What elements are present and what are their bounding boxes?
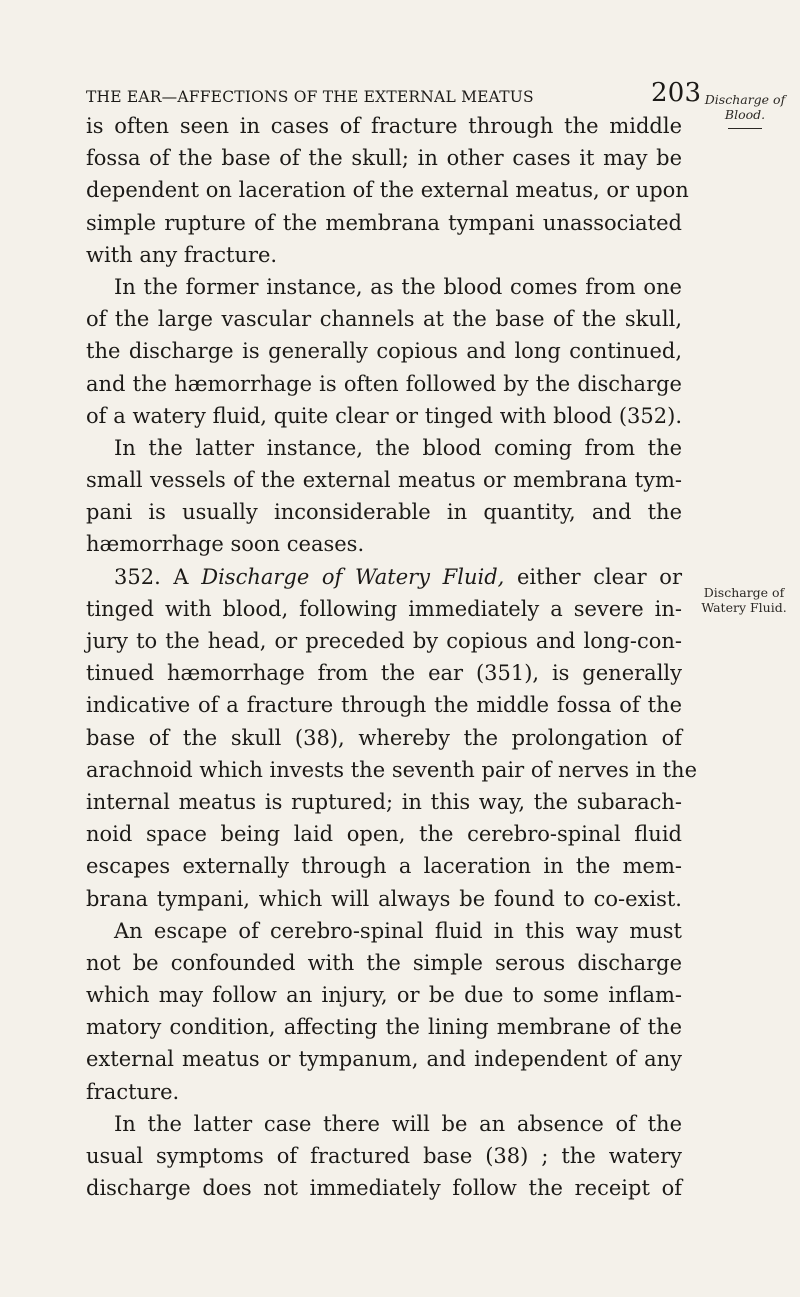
text-line: simple rupture of the membrana tympani unassociated — [86, 210, 682, 235]
page-number: 203 — [651, 78, 702, 108]
text-line: tinued hæmorrhage from the ear (351), is generally — [86, 661, 682, 686]
text-line: dependent on laceration of the external meatus, or upon — [86, 178, 689, 203]
margin-note-watery-line-2: Watery Fluid. — [701, 600, 787, 615]
text-line: of the large vascular channels at the base of the skull, — [86, 307, 682, 332]
text-line: pani is usually inconsiderable in quantity, and the — [86, 500, 682, 525]
text-line: not be confounded with the simple serous discharge — [86, 950, 682, 975]
text-line: An escape of cerebro-spinal fluid in this way must — [114, 918, 682, 943]
text-line: fossa of the base of the skull; in other cases it may be — [86, 146, 682, 171]
body-text — [86, 110, 697, 1204]
margin-note-blood-line-2: Blood. — [724, 107, 766, 122]
text-line: internal meatus is ruptured; in this way, the subarach- — [86, 789, 682, 814]
section-heading: Discharge of Watery Fluid, — [201, 564, 505, 589]
text-line: and the hæmorrhage is often followed by the discharge — [86, 371, 682, 396]
text-line: fracture. — [86, 1079, 180, 1104]
text-line: of a watery fluid, quite clear or tinged with blood (352). — [86, 403, 682, 428]
text-line: usual symptoms of fractured base (38) ; the watery — [86, 1144, 682, 1168]
text-line: noid space being laid open, the cerebro-spinal fluid — [86, 822, 682, 847]
margin-note-dash — [728, 128, 762, 129]
text-line: In the latter case there will be an absence of the — [114, 1111, 682, 1136]
text-line: base of the skull (38), whereby the prolongation of — [86, 725, 682, 750]
text-line: escapes externally through a laceration in the mem- — [86, 854, 682, 879]
text-line: In the former instance, as the blood comes from one — [114, 274, 682, 299]
text-line: In the latter instance, the blood coming from the — [114, 435, 682, 460]
running-head — [86, 78, 702, 108]
text-line: small vessels of the external meatus or membrana tym- — [86, 468, 682, 493]
margin-note-blood-line-1: Discharge of — [704, 92, 786, 107]
section-352-heading-line — [86, 561, 682, 593]
text-line: indicative of a fracture through the middle fossa of the — [86, 693, 682, 718]
text-line: brana tympani, which will always be found to co-exist. — [86, 886, 682, 911]
section-number: 352. A — [114, 564, 189, 589]
text-line: the discharge is generally copious and long continued, — [86, 339, 682, 364]
running-title: THE EAR—AFFECTIONS OF THE EXTERNAL MEATUS — [86, 88, 534, 106]
text-line: with any fracture. — [86, 242, 278, 267]
text-line: tinged with blood, following immediately a severe in- — [86, 596, 682, 621]
text-line: arachnoid which invests the seventh pair of nerves in the — [86, 757, 697, 782]
text-line: hæmorrhage soon ceases. — [86, 532, 365, 557]
text-line: jury to the head, or preceded by copious and long-con- — [86, 629, 682, 653]
section-heading-rest: either clear or — [516, 564, 682, 589]
text-line: matory condition, affecting the lining membrane of the — [86, 1015, 682, 1040]
text-line: is often seen in cases of fracture through the middle — [86, 114, 682, 138]
margin-note-watery-line-1: Discharge of — [703, 585, 785, 600]
margin-note-discharge-of-watery-fluid — [690, 585, 798, 615]
margin-note-discharge-of-blood — [695, 92, 795, 129]
text-line: discharge does not immediately follow the receipt of — [86, 1176, 682, 1201]
text-line: which may follow an injury, or be due to some inflam- — [86, 983, 682, 1008]
text-line: external meatus or tympanum, and independent of any — [86, 1047, 682, 1072]
